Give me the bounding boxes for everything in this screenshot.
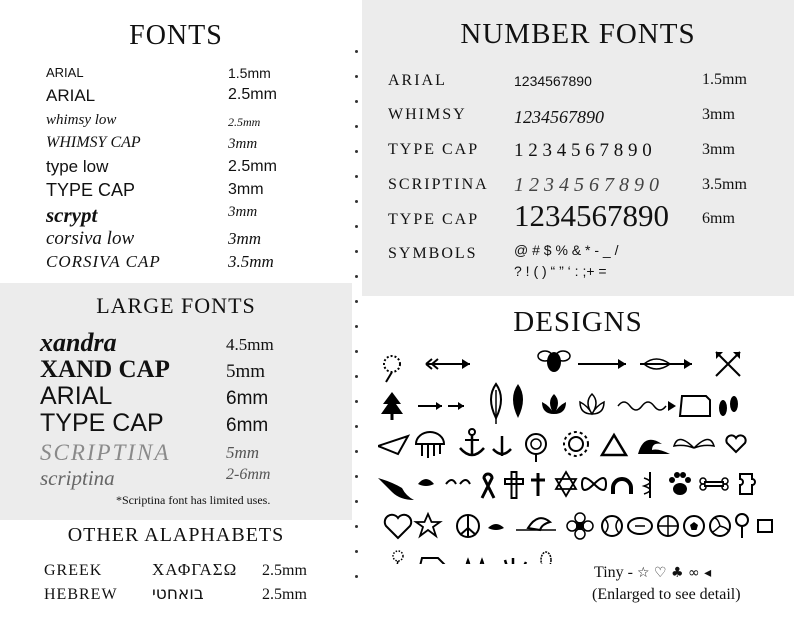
font-sample-corsiva-low: corsiva low: [46, 228, 135, 249]
font-size: 2-6mm: [226, 466, 271, 483]
paper-plane-icon: [378, 436, 408, 454]
divider-dot: [355, 450, 358, 453]
caduceus-icon: [644, 472, 650, 498]
divider-dot: [355, 425, 358, 428]
divider-dot: [355, 175, 358, 178]
font-size: 6mm: [226, 388, 269, 409]
font-size: 2.5mm: [228, 86, 277, 103]
number-sample-arial: 1234567890: [514, 73, 592, 89]
lotus-icon: [580, 394, 604, 414]
number-fonts-title: NUMBER FONTS: [460, 18, 696, 50]
star-icon: [416, 514, 440, 536]
cross-icon: [505, 472, 523, 498]
feather-icon: [491, 384, 501, 424]
symbols-line-1: @ # $ % & * - _ /: [514, 242, 619, 258]
font-size: 5mm: [226, 361, 266, 382]
bow-icon: [582, 478, 606, 490]
divider-dot: [355, 550, 358, 553]
font-sample-scrypt: scrypt: [46, 203, 98, 227]
other-alphabets-title: OTHER ALAPHABETS: [67, 524, 285, 546]
divider-dot: [355, 500, 358, 503]
font-size: 3.5mm: [228, 252, 274, 271]
whistle-icon: [758, 520, 772, 532]
fonts-title: FONTS: [129, 20, 223, 51]
divider-dot: [355, 525, 358, 528]
font-size: 2.5mm: [228, 115, 261, 129]
number-sample-type-cap-large: 1234567890: [514, 198, 669, 233]
paw-icon: [669, 472, 691, 495]
arrow-feather-icon: [640, 359, 692, 369]
wings-icon: [674, 439, 714, 448]
divider-dot: [355, 125, 358, 128]
lotus-icon: [542, 394, 566, 414]
horseshoe-icon: [613, 479, 631, 494]
divider-dot: [355, 275, 358, 278]
number-sample-type-cap: 1 2 3 4 5 6 7 8 9 0: [514, 140, 652, 161]
hearts-icon: [726, 435, 745, 452]
alphabet-size: 2.5mm: [262, 586, 307, 603]
love-arrow-icon: [618, 401, 676, 411]
font-size: 3mm: [228, 229, 262, 248]
designs-panel: [362, 296, 794, 627]
triangle-icon: [602, 435, 626, 455]
football-icon: [628, 518, 652, 534]
feather-icon: [513, 384, 523, 418]
scriptina-note: *Scriptina font has limited uses.: [116, 493, 271, 507]
symbols-line-2: ? ! ( ) “ ” ‘ : ;+ =: [514, 263, 607, 279]
jellyfish-icon: [416, 432, 444, 458]
divider-dot: [355, 100, 358, 103]
font-size: 1.5mm: [228, 65, 271, 81]
bone-icon: [700, 478, 728, 490]
font-size: 3mm: [228, 181, 264, 198]
flower-icon: [567, 513, 593, 539]
anchor-icon: [460, 429, 484, 456]
font-size: 2.5mm: [228, 158, 277, 175]
wave-icon: [638, 440, 670, 454]
font-sample-arial-large: ARIAL: [40, 382, 113, 410]
number-size: 6mm: [702, 210, 735, 227]
alphabet-size: 2.5mm: [262, 562, 307, 579]
font-sample-type-cap-large: TYPE CAP: [40, 409, 164, 437]
basketball-icon: [658, 516, 678, 536]
fonts-panel: [0, 0, 352, 283]
alphabet-sample-hebrew: בואחטי: [152, 584, 204, 604]
number-label: SCRIPTINA: [388, 176, 489, 193]
tiny-label: Tiny -: [594, 564, 633, 581]
soccer-ball-icon: [684, 516, 704, 536]
number-sample-scriptina: 1 2 3 4 5 6 7 8 9 0: [514, 174, 659, 196]
tiny-icons: ☆ ♡ ♣ ∞ ◂: [636, 565, 712, 581]
lollipop-icon: [736, 514, 748, 538]
crossed-arrows-icon: [716, 352, 740, 376]
divider-dot: [355, 350, 358, 353]
bird-small-icon: [418, 479, 434, 486]
number-size: 3.5mm: [702, 176, 747, 193]
number-size: 1.5mm: [702, 71, 747, 88]
divider-dot: [355, 575, 358, 578]
tiny-note: (Enlarged to see detail): [592, 586, 741, 603]
peace-icon: [457, 515, 479, 537]
dotted-divider: [352, 50, 362, 610]
oregon-icon: [680, 396, 710, 416]
birds-icon: [446, 480, 470, 484]
font-sample-type-cap: TYPE CAP: [46, 180, 136, 200]
number-label: WHIMSY: [388, 106, 467, 123]
divider-dot: [355, 475, 358, 478]
hand-sign-icon: [505, 558, 526, 564]
font-sample-corsiva-cap: CORSIVA CAP: [46, 252, 161, 271]
dandelion-icon: [384, 356, 400, 382]
puzzle-icon: [740, 474, 755, 494]
number-size: 3mm: [702, 141, 735, 158]
font-sample-type-low: type low: [46, 157, 109, 176]
dandelion-seed-icon: [390, 551, 403, 564]
arrow-small-icon: [448, 402, 464, 410]
pine-tree-icon: [381, 392, 403, 420]
bird-branch-icon: [516, 518, 556, 530]
tennis-ball-icon: [602, 516, 622, 536]
font-sample-xandra: xandra: [40, 328, 117, 357]
symbols-label: SYMBOLS: [388, 245, 478, 262]
divider-dot: [355, 375, 358, 378]
number-size: 3mm: [702, 106, 735, 123]
large-fonts-panel: [0, 283, 352, 520]
font-sample-scriptina-low: scriptina: [40, 466, 115, 490]
heart-icon: [385, 515, 411, 538]
number-label: TYPE CAP: [388, 141, 480, 158]
divider-dot: [355, 250, 358, 253]
font-sample-whimsy-cap: WHIMSY CAP: [46, 134, 141, 151]
number-label: TYPE CAP: [388, 211, 480, 228]
number-label: ARIAL: [388, 72, 447, 89]
font-sample-arial-small: ARIAL: [46, 65, 84, 80]
sun-icon: [564, 432, 588, 456]
arrow-ornate-icon: [578, 359, 626, 369]
divider-dot: [355, 300, 358, 303]
divider-dot: [355, 200, 358, 203]
font-size: 5mm: [226, 443, 260, 462]
alphabet-sample-greek: ΧΑΦΓΑΣΩ: [152, 560, 238, 579]
bee-icon: [538, 351, 570, 372]
large-fonts-title: LARGE FONTS: [96, 293, 256, 318]
font-size: 3mm: [228, 136, 258, 152]
font-size: 3mm: [228, 204, 258, 220]
footprints-icon: [719, 396, 738, 416]
font-sample-whimsy-low: whimsy low: [46, 112, 117, 128]
arrow-small-icon: [418, 402, 442, 410]
font-sample-scriptina-cap: SCRIPTINA: [40, 440, 171, 465]
shoe-prints-icon: [541, 552, 561, 564]
designs-grid: [378, 344, 778, 564]
number-fonts-panel: [362, 0, 794, 296]
ballet-shoes-icon: [466, 560, 484, 564]
divider-dot: [355, 325, 358, 328]
font-size: 6mm: [226, 415, 269, 436]
designs-title: DESIGNS: [513, 306, 643, 338]
ribbon-icon: [482, 474, 494, 498]
font-sample-xand-cap: XAND CAP: [40, 356, 170, 383]
divider-dot: [355, 50, 358, 53]
number-sample-whimsy: 1234567890: [514, 107, 604, 127]
rose-icon: [526, 434, 546, 462]
font-size: 4.5mm: [226, 335, 274, 354]
divider-dot: [355, 225, 358, 228]
anchor-small-icon: [493, 436, 511, 456]
volleyball-icon: [710, 516, 730, 536]
tiny-designs: [594, 564, 711, 582]
swallow-icon: [378, 478, 414, 500]
alphabet-label-greek: GREEK: [44, 562, 103, 579]
alphabet-label-hebrew: HEBREW: [44, 586, 118, 603]
africa-icon: [420, 558, 444, 564]
divider-dot: [355, 400, 358, 403]
cross-small-icon: [531, 473, 545, 496]
star-of-david-icon: [556, 472, 576, 496]
font-sample-arial: ARIAL: [46, 86, 96, 105]
arrow-icon: [426, 359, 470, 369]
other-alphabets-panel: [0, 520, 352, 627]
divider-dot: [355, 150, 358, 153]
bird-icon: [488, 524, 504, 530]
divider-dot: [355, 75, 358, 78]
